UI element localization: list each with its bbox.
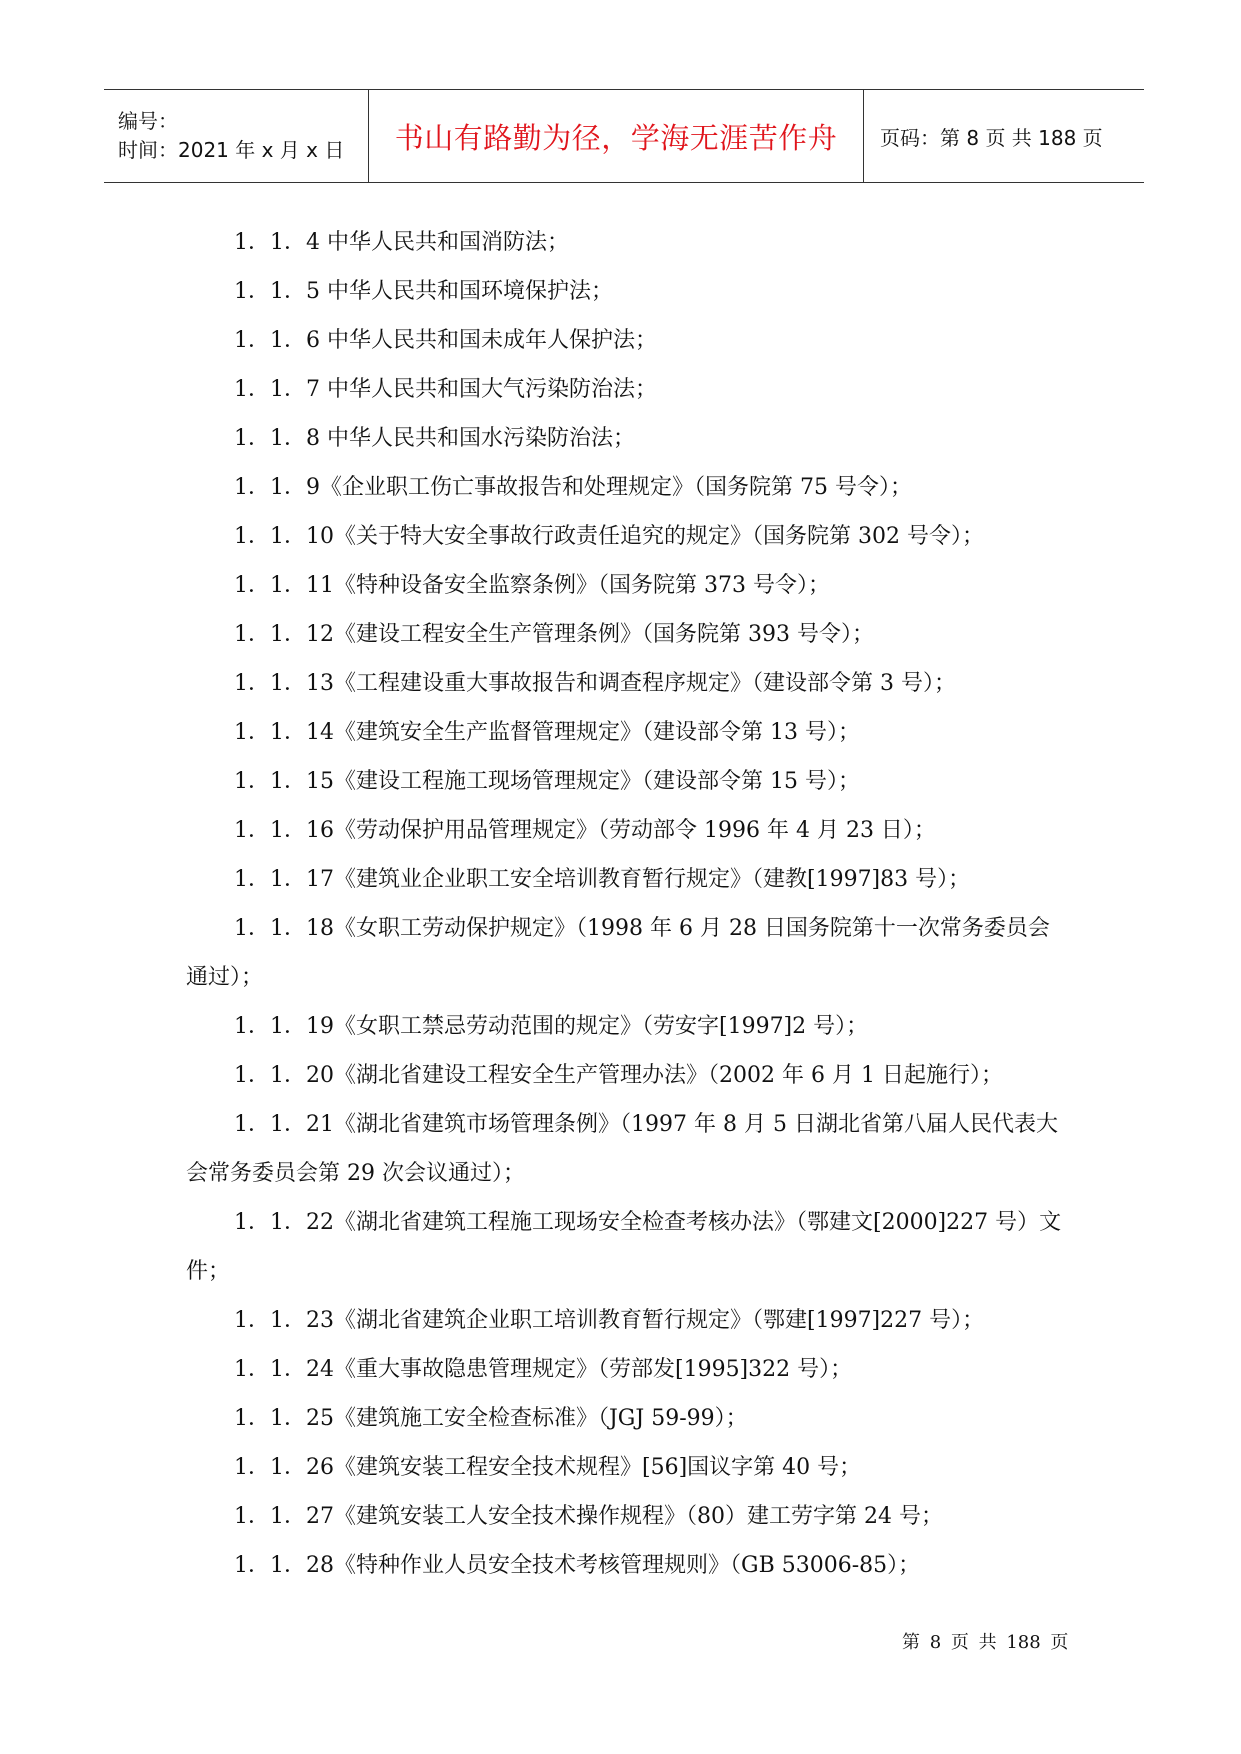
list-item: 1．1．18《女职工劳动保护规定》（1998 年 6 月 28 日国务院第十一次常务委员会通过）； xyxy=(186,916,1050,990)
list-item: 1．1．27《建筑安装工人安全技术操作规程》（80）建工劳字第 24 号； xyxy=(234,1504,943,1529)
list-item: 1．1．14《建筑安全生产监督管理规定》（建设部令第 13 号）； xyxy=(234,720,860,745)
list-item: 1．1．25《建筑施工安全检查标准》（JGJ 59-99）； xyxy=(234,1406,748,1431)
page-footer: 第 8 页 共 188 页 xyxy=(902,1632,1069,1653)
document-number-label: 编号： xyxy=(118,109,178,133)
list-item: 1．1．7 中华人民共和国大气污染防治法； xyxy=(234,377,657,402)
list-item: 1．1．11《特种设备安全监察条例》（国务院第 373 号令）； xyxy=(234,573,830,598)
header-meta xyxy=(104,90,369,182)
list-item: 1．1．26《建筑安装工程安全技术规程》[56]国议字第 40 号； xyxy=(234,1455,862,1480)
list-item: 1．1．21《湖北省建筑市场管理条例》（1997 年 8 月 5 日湖北省第八届人民代表大会常务委员会第 29 次会议通过）； xyxy=(186,1112,1058,1186)
list-item: 1．1．9《企业职工伤亡事故报告和处理规定》（国务院第 75 号令）； xyxy=(234,475,912,500)
header-motto: 书山有路勤为径，学海无涯苦作舟 xyxy=(394,120,838,155)
list-item: 1．1．28《特种作业人员安全技术考核管理规则》（GB 53006-85）； xyxy=(234,1553,921,1578)
document-time-label: 时间：2021 年 x 月 x 日 xyxy=(118,138,345,162)
list-item: 1．1．5 中华人民共和国环境保护法； xyxy=(234,279,613,304)
list-item: 1．1．10《关于特大安全事故行政责任追究的规定》（国务院第 302 号令）； xyxy=(234,524,984,549)
list-item: 1．1．23《湖北省建筑企业职工培训教育暂行规定》（鄂建[1997]227 号）； xyxy=(234,1308,985,1333)
list-item: 1．1．8 中华人民共和国水污染防治法； xyxy=(234,426,635,451)
document-header xyxy=(104,89,1144,183)
header-page-label: 页码：第 8 页 共 188 页 xyxy=(880,125,1103,150)
list-item: 1．1．19《女职工禁忌劳动范围的规定》（劳安字[1997]2 号）； xyxy=(234,1014,869,1039)
list-item: 1．1．17《建筑业企业职工安全培训教育暂行规定》（建教[1997]83 号）； xyxy=(234,867,971,892)
header-page-cell xyxy=(864,90,1144,182)
list-item: 1．1．20《湖北省建设工程安全生产管理办法》（2002 年 6 月 1 日起施行）； xyxy=(234,1063,1003,1088)
list-item: 1．1．13《工程建设重大事故报告和调查程序规定》（建设部令第 3 号）； xyxy=(234,671,956,696)
list-item: 1．1．24《重大事故隐患管理规定》（劳部发[1995]322 号）； xyxy=(234,1357,853,1382)
list-item: 1．1．22《湖北省建筑工程施工现场安全检查考核办法》（鄂建文[2000]227 号）文件； xyxy=(186,1210,1062,1284)
list-item: 1．1．12《建设工程安全生产管理条例》（国务院第 393 号令）； xyxy=(234,622,874,647)
list-item: 1．1．16《劳动保护用品管理规定》（劳动部令 1996 年 4 月 23 日）； xyxy=(234,818,936,843)
list-item: 1．1．15《建设工程施工现场管理规定》（建设部令第 15 号）； xyxy=(234,769,860,794)
regulation-list xyxy=(186,218,1066,1590)
list-item: 1．1．4 中华人民共和国消防法； xyxy=(234,230,569,255)
header-motto-cell xyxy=(369,90,864,182)
list-item: 1．1．6 中华人民共和国未成年人保护法； xyxy=(234,328,657,353)
